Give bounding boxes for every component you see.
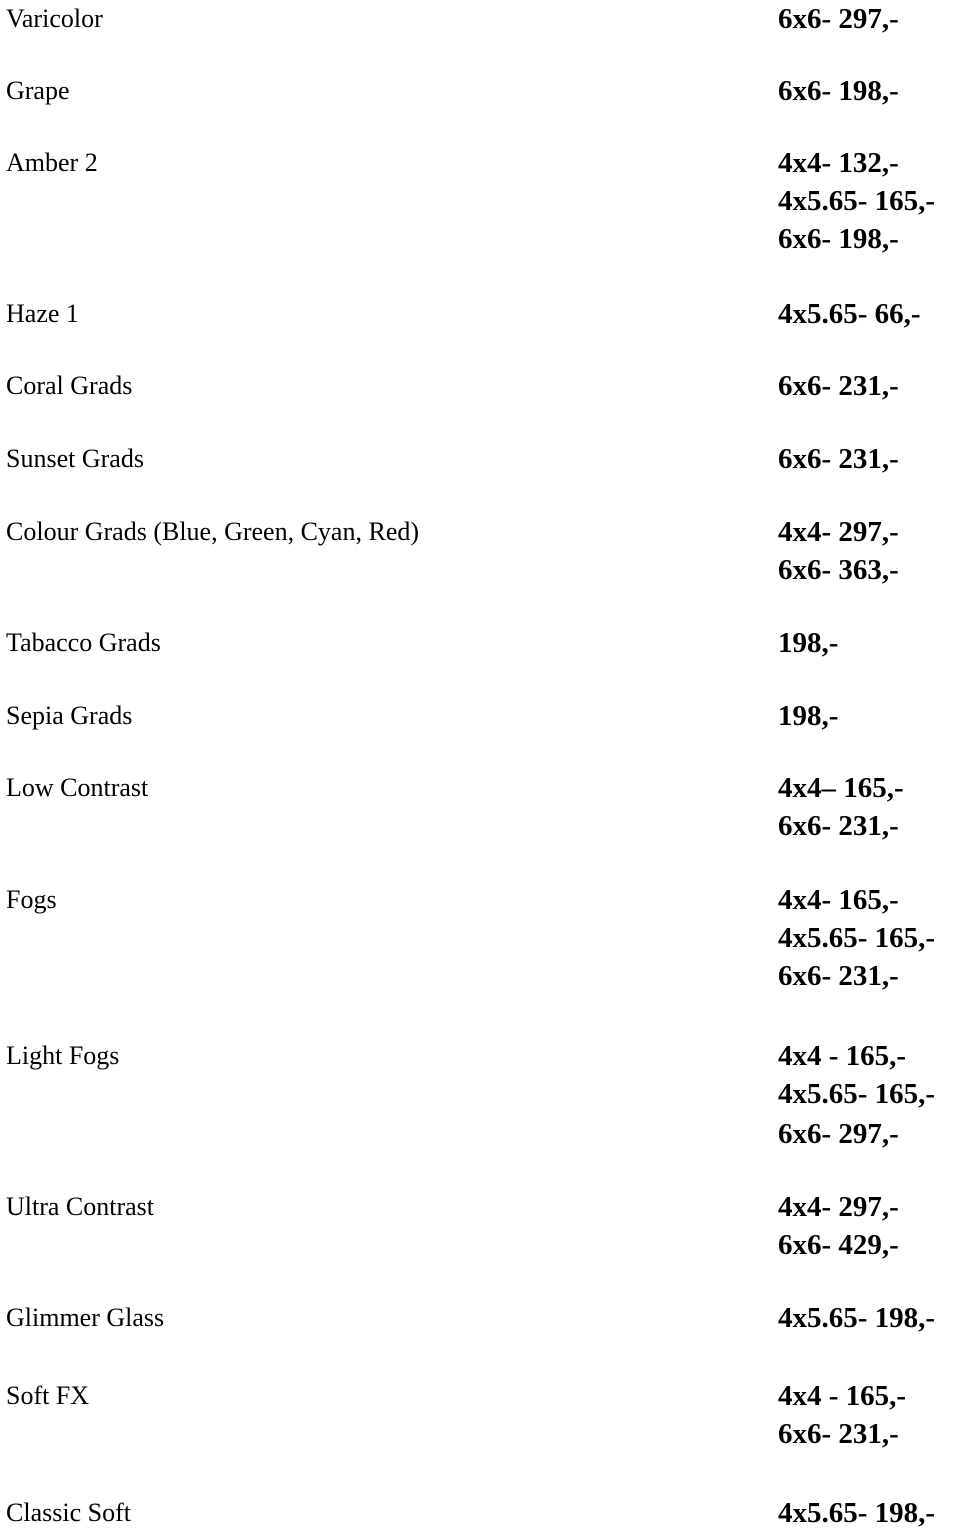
product-price: 6x6- 231,-	[778, 810, 899, 842]
product-price: 4x4- 132,-	[778, 147, 899, 179]
product-row	[0, 1038, 960, 1074]
product-price: 4x5.65- 165,-	[778, 922, 936, 954]
product-price: 6x6- 198,-	[778, 223, 899, 255]
product-name: Low Contrast	[6, 773, 149, 802]
product-price: 6x6- 198,-	[778, 75, 899, 107]
product-price: 6x6- 231,-	[778, 370, 899, 402]
product-price: 4x5.65- 198,-	[778, 1497, 936, 1529]
product-name: Glimmer Glass	[6, 1303, 165, 1332]
product-row	[0, 1189, 960, 1225]
product-name: Grape	[6, 76, 70, 105]
product-row	[0, 770, 960, 806]
product-name: Sunset Grads	[6, 444, 144, 473]
product-row	[0, 1416, 960, 1452]
product-name: Sepia Grads	[6, 701, 133, 730]
product-price: 4x5.65- 66,-	[778, 298, 921, 330]
product-price: 198,-	[778, 700, 839, 732]
product-row	[0, 368, 960, 404]
product-name: Classic Soft	[6, 1498, 131, 1527]
product-price: 4x4- 297,-	[778, 516, 899, 548]
product-price: 6x6- 429,-	[778, 1229, 899, 1261]
product-name: Tabacco Grads	[6, 628, 161, 657]
product-row	[0, 698, 960, 734]
product-price: 6x6- 363,-	[778, 554, 899, 586]
product-price: 4x4 - 165,-	[778, 1040, 907, 1072]
product-row	[0, 1300, 960, 1336]
product-name: Haze 1	[6, 299, 79, 328]
product-name: Varicolor	[6, 4, 103, 33]
product-price: 4x4– 165,-	[778, 772, 904, 804]
product-price: 6x6- 297,-	[778, 3, 899, 35]
product-row	[0, 296, 960, 332]
product-name: Soft FX	[6, 1381, 90, 1410]
product-row	[0, 1227, 960, 1263]
product-row	[0, 1, 960, 37]
product-row	[0, 920, 960, 956]
product-price: 4x5.65- 165,-	[778, 1078, 936, 1110]
product-row	[0, 145, 960, 181]
product-row	[0, 1495, 960, 1531]
product-row	[0, 183, 960, 219]
product-name: Fogs	[6, 885, 57, 914]
product-name: Colour Grads (Blue, Green, Cyan, Red)	[6, 517, 420, 546]
product-name: Amber 2	[6, 148, 98, 177]
product-price: 4x5.65- 198,-	[778, 1302, 936, 1334]
product-price: 4x5.65- 165,-	[778, 185, 936, 217]
product-row	[0, 514, 960, 550]
product-row	[0, 958, 960, 994]
product-row	[0, 73, 960, 109]
product-price: 6x6- 231,-	[778, 960, 899, 992]
product-name: Ultra Contrast	[6, 1192, 155, 1221]
product-price: 6x6- 231,-	[778, 443, 899, 475]
product-row	[0, 882, 960, 918]
product-price: 6x6- 231,-	[778, 1418, 899, 1450]
product-row	[0, 1116, 960, 1152]
product-price: 6x6- 297,-	[778, 1118, 899, 1150]
product-row	[0, 1378, 960, 1414]
product-price: 198,-	[778, 627, 839, 659]
product-row	[0, 221, 960, 257]
product-price: 4x4 - 165,-	[778, 1380, 907, 1412]
product-row	[0, 625, 960, 661]
product-name: Coral Grads	[6, 371, 133, 400]
product-row	[0, 441, 960, 477]
product-price: 4x4- 165,-	[778, 884, 899, 916]
product-row	[0, 808, 960, 844]
product-row	[0, 1076, 960, 1112]
product-price: 4x4- 297,-	[778, 1191, 899, 1223]
product-row	[0, 552, 960, 588]
product-name: Light Fogs	[6, 1041, 120, 1070]
